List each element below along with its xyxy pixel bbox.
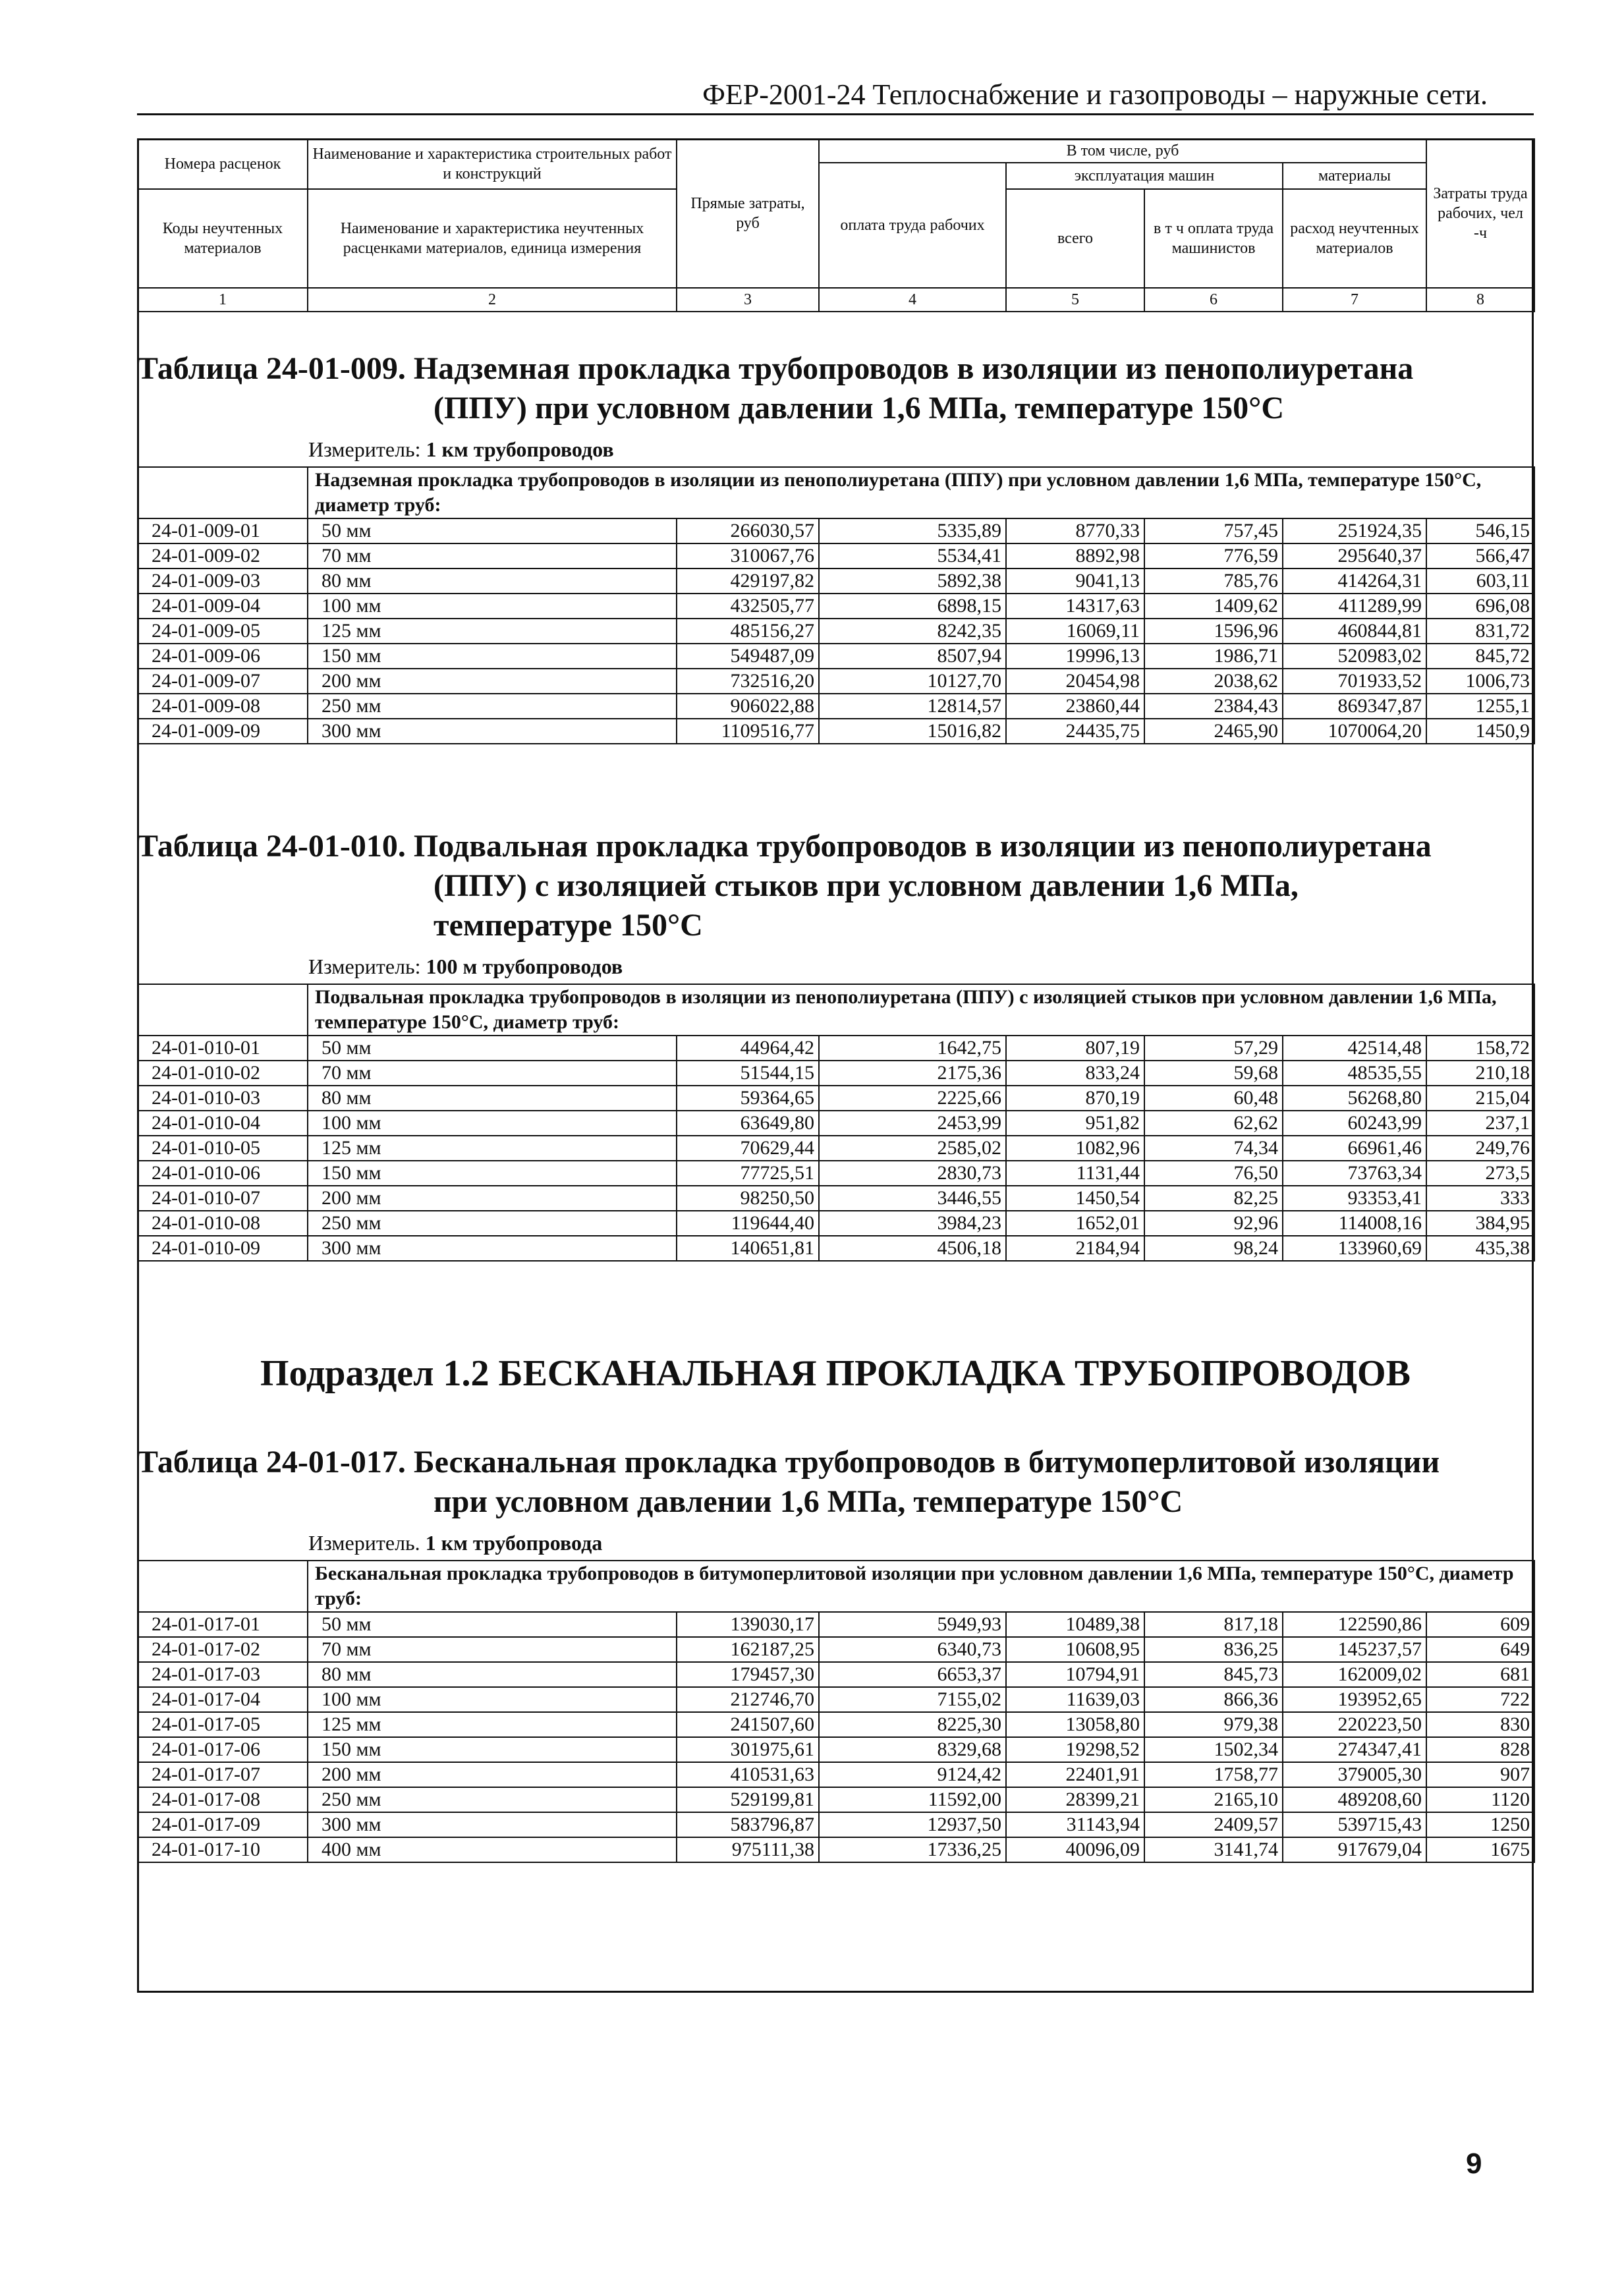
value-cell: 5892,38	[819, 569, 1006, 594]
value-cell: 7155,02	[819, 1687, 1006, 1712]
table-row	[138, 644, 1534, 669]
value-cell: 1409,62	[1144, 594, 1283, 619]
rate-code: 24-01-009-02	[138, 543, 308, 569]
value-cell: 22401,91	[1006, 1762, 1144, 1787]
value-cell: 2409,57	[1144, 1812, 1283, 1837]
value-cell: 251924,35	[1283, 518, 1426, 543]
rate-code: 24-01-009-04	[138, 594, 308, 619]
value-cell: 11639,03	[1006, 1687, 1144, 1712]
value-cell: 295640,37	[1283, 543, 1426, 569]
rate-code: 24-01-009-01	[138, 518, 308, 543]
pipe-diameter: 80 мм	[308, 569, 677, 594]
table-row	[138, 1036, 1534, 1061]
table-section-009	[137, 349, 1534, 744]
value-cell: 2038,62	[1144, 669, 1283, 694]
value-cell: 122590,86	[1283, 1612, 1426, 1637]
value-cell: 220223,50	[1283, 1712, 1426, 1737]
header-col8: Затраты труда рабочих, чел -ч	[1426, 139, 1534, 288]
value-cell: 9041,13	[1006, 569, 1144, 594]
rate-code: 24-01-009-05	[138, 619, 308, 644]
value-cell: 2453,99	[819, 1111, 1006, 1136]
value-cell: 836,25	[1144, 1637, 1283, 1662]
header-col4: оплата труда рабочих	[819, 163, 1006, 288]
value-cell: 866,36	[1144, 1687, 1283, 1712]
value-cell: 92,96	[1144, 1211, 1283, 1236]
value-cell: 917679,04	[1283, 1837, 1426, 1862]
table-row	[138, 669, 1534, 694]
value-cell: 15016,82	[819, 719, 1006, 744]
table-title: Таблица 24-01-009. Надземная прокладка трубопроводов в изоляции из пенополиуретана (ППУ) при условном давлении 1,6 МПа, температуре 150°С	[137, 351, 1414, 426]
value-cell: 1675	[1426, 1837, 1534, 1862]
value-cell: 1070064,20	[1283, 719, 1426, 744]
rate-code: 24-01-010-08	[138, 1211, 308, 1236]
rate-code: 24-01-017-08	[138, 1787, 308, 1812]
pipe-diameter: 125 мм	[308, 1712, 677, 1737]
meter: Измеритель: 1 км трубопроводов	[308, 437, 614, 461]
value-cell: 73763,34	[1283, 1161, 1426, 1186]
value-cell: 77725,51	[677, 1161, 819, 1186]
pipe-diameter: 250 мм	[308, 1787, 677, 1812]
value-cell: 76,50	[1144, 1161, 1283, 1186]
value-cell: 701933,52	[1283, 669, 1426, 694]
rate-code: 24-01-010-06	[138, 1161, 308, 1186]
rate-code: 24-01-010-07	[138, 1186, 308, 1211]
value-cell: 28399,21	[1006, 1787, 1144, 1812]
value-cell: 62,62	[1144, 1111, 1283, 1136]
value-cell: 520983,02	[1283, 644, 1426, 669]
rate-code: 24-01-017-10	[138, 1837, 308, 1862]
table-description: Подвальная прокладка трубопроводов в изоляции из пенополиуретана (ППУ) с изоляцией стыков при условном давлении 1,6 МПа, температуре 150°С, диаметр труб:	[308, 984, 1534, 1036]
value-cell: 379005,30	[1283, 1762, 1426, 1787]
value-cell: 1642,75	[819, 1036, 1006, 1061]
value-cell: 119644,40	[677, 1211, 819, 1236]
pipe-diameter: 300 мм	[308, 1236, 677, 1261]
value-cell: 215,04	[1426, 1086, 1534, 1111]
value-cell: 681	[1426, 1662, 1534, 1687]
page-number: 9	[1466, 2148, 1482, 2180]
value-cell: 583796,87	[677, 1812, 819, 1837]
value-cell: 12814,57	[819, 694, 1006, 719]
value-cell: 907	[1426, 1762, 1534, 1787]
value-cell: 301975,61	[677, 1737, 819, 1762]
value-cell: 8770,33	[1006, 518, 1144, 543]
rate-code: 24-01-017-02	[138, 1637, 308, 1662]
rates-table	[137, 466, 1535, 744]
table-row	[138, 619, 1534, 644]
pipe-diameter: 50 мм	[308, 1036, 677, 1061]
header-group: В том числе, руб	[819, 139, 1426, 163]
table-row	[138, 1662, 1534, 1687]
value-cell: 649	[1426, 1637, 1534, 1662]
value-cell: 179457,30	[677, 1662, 819, 1687]
value-cell: 1596,96	[1144, 619, 1283, 644]
value-cell: 546,15	[1426, 518, 1534, 543]
value-cell: 10794,91	[1006, 1662, 1144, 1687]
value-cell: 1250	[1426, 1812, 1534, 1837]
table-row	[138, 1637, 1534, 1662]
pipe-diameter: 70 мм	[308, 543, 677, 569]
value-cell: 158,72	[1426, 1036, 1534, 1061]
header-rule	[137, 113, 1534, 115]
rate-code: 24-01-009-09	[138, 719, 308, 744]
header-num: 3	[677, 288, 819, 312]
rates-table	[137, 1560, 1535, 1863]
table-description: Надземная прокладка трубопроводов в изоляции из пенополиуретана (ППУ) при условном давлении 1,6 МПа, температуре 150°С, диаметр труб:	[308, 467, 1534, 518]
value-cell: 489208,60	[1283, 1787, 1426, 1812]
value-cell: 273,5	[1426, 1161, 1534, 1186]
value-cell: 145237,57	[1283, 1637, 1426, 1662]
value-cell: 333	[1426, 1186, 1534, 1211]
value-cell: 979,38	[1144, 1712, 1283, 1737]
value-cell: 845,72	[1426, 644, 1534, 669]
value-cell: 869347,87	[1283, 694, 1426, 719]
pipe-diameter: 125 мм	[308, 1136, 677, 1161]
table-section-017	[137, 1443, 1534, 1863]
subsection-title: Подраздел 1.2 БЕСКАНАЛЬНАЯ ПРОКЛАДКА ТРУБОПРОВОДОВ	[260, 1353, 1411, 1394]
pipe-diameter: 80 мм	[308, 1086, 677, 1111]
header-col1-top: Номера расценок	[138, 139, 308, 189]
value-cell: 384,95	[1426, 1211, 1534, 1236]
meter: Измеритель. 1 км трубопровода	[308, 1531, 603, 1555]
header-num: 7	[1283, 288, 1426, 312]
value-cell: 56268,80	[1283, 1086, 1426, 1111]
value-cell: 603,11	[1426, 569, 1534, 594]
pipe-diameter: 100 мм	[308, 1687, 677, 1712]
pipe-diameter: 70 мм	[308, 1061, 677, 1086]
running-head: ФЕР-2001-24 Теплоснабжение и газопроводы – наружные сети.	[702, 78, 1488, 111]
pipe-diameter: 250 мм	[308, 694, 677, 719]
value-cell: 6898,15	[819, 594, 1006, 619]
value-cell: 133960,69	[1283, 1236, 1426, 1261]
value-cell: 1450,9	[1426, 719, 1534, 744]
value-cell: 162187,25	[677, 1637, 819, 1662]
value-cell: 1450,54	[1006, 1186, 1144, 1211]
value-cell: 8242,35	[819, 619, 1006, 644]
value-cell: 410531,63	[677, 1762, 819, 1787]
pipe-diameter: 70 мм	[308, 1637, 677, 1662]
value-cell: 2384,43	[1144, 694, 1283, 719]
value-cell: 2175,36	[819, 1061, 1006, 1086]
value-cell: 8892,98	[1006, 543, 1144, 569]
value-cell: 757,45	[1144, 518, 1283, 543]
value-cell: 696,08	[1426, 594, 1534, 619]
value-cell: 3984,23	[819, 1211, 1006, 1236]
value-cell: 4506,18	[819, 1236, 1006, 1261]
table-row	[138, 1086, 1534, 1111]
table-row	[138, 1161, 1534, 1186]
table-row	[138, 1136, 1534, 1161]
rate-code: 24-01-009-07	[138, 669, 308, 694]
value-cell: 59,68	[1144, 1061, 1283, 1086]
pipe-diameter: 50 мм	[308, 1612, 677, 1637]
header-materials: материалы	[1283, 163, 1426, 189]
pipe-diameter: 300 мм	[308, 719, 677, 744]
pipe-diameter: 150 мм	[308, 644, 677, 669]
value-cell: 845,73	[1144, 1662, 1283, 1687]
pipe-diameter: 150 мм	[308, 1161, 677, 1186]
pipe-diameter: 200 мм	[308, 1762, 677, 1787]
value-cell: 529199,81	[677, 1787, 819, 1812]
table-row	[138, 1612, 1534, 1637]
value-cell: 460844,81	[1283, 619, 1426, 644]
value-cell: 210,18	[1426, 1061, 1534, 1086]
value-cell: 1652,01	[1006, 1211, 1144, 1236]
rate-code: 24-01-017-05	[138, 1712, 308, 1737]
rate-code: 24-01-010-04	[138, 1111, 308, 1136]
value-cell: 31143,94	[1006, 1812, 1144, 1837]
table-row	[138, 1061, 1534, 1086]
value-cell: 59364,65	[677, 1086, 819, 1111]
rate-code: 24-01-017-09	[138, 1812, 308, 1837]
value-cell: 8507,94	[819, 644, 1006, 669]
value-cell: 2184,94	[1006, 1236, 1144, 1261]
value-cell: 831,72	[1426, 619, 1534, 644]
value-cell: 44964,42	[677, 1036, 819, 1061]
value-cell: 3446,55	[819, 1186, 1006, 1211]
value-cell: 16069,11	[1006, 619, 1144, 644]
value-cell: 51544,15	[677, 1061, 819, 1086]
table-row	[138, 1211, 1534, 1236]
value-cell: 310067,76	[677, 543, 819, 569]
rate-code: 24-01-009-08	[138, 694, 308, 719]
table-row	[138, 1737, 1534, 1762]
pipe-diameter: 100 мм	[308, 1111, 677, 1136]
header-num: 4	[819, 288, 1006, 312]
header-col5: всего	[1006, 189, 1144, 288]
value-cell: 93353,41	[1283, 1186, 1426, 1211]
value-cell: 2585,02	[819, 1136, 1006, 1161]
table-row	[138, 1812, 1534, 1837]
value-cell: 2465,90	[1144, 719, 1283, 744]
value-cell: 1502,34	[1144, 1737, 1283, 1762]
value-cell: 1986,71	[1144, 644, 1283, 669]
header-num: 8	[1426, 288, 1534, 312]
value-cell: 6653,37	[819, 1662, 1006, 1687]
pipe-diameter: 100 мм	[308, 594, 677, 619]
pipe-diameter: 80 мм	[308, 1662, 677, 1687]
value-cell: 82,25	[1144, 1186, 1283, 1211]
value-cell: 98,24	[1144, 1236, 1283, 1261]
value-cell: 566,47	[1426, 543, 1534, 569]
pipe-diameter: 300 мм	[308, 1812, 677, 1837]
value-cell: 785,76	[1144, 569, 1283, 594]
header-col2-bottom: Наименование и характеристика неучтенных расценками материалов, единица измерения	[308, 189, 677, 288]
value-cell: 870,19	[1006, 1086, 1144, 1111]
table-row	[138, 694, 1534, 719]
column-header-table	[137, 138, 1535, 312]
value-cell: 8225,30	[819, 1712, 1006, 1737]
header-col7: расход неучтенных материалов	[1283, 189, 1426, 288]
value-cell: 1120	[1426, 1787, 1534, 1812]
value-cell: 1006,73	[1426, 669, 1534, 694]
table-row	[138, 1787, 1534, 1812]
value-cell: 63649,80	[677, 1111, 819, 1136]
value-cell: 237,1	[1426, 1111, 1534, 1136]
value-cell: 139030,17	[677, 1612, 819, 1637]
value-cell: 42514,48	[1283, 1036, 1426, 1061]
value-cell: 12937,50	[819, 1812, 1006, 1837]
value-cell: 1082,96	[1006, 1136, 1144, 1161]
value-cell: 60,48	[1144, 1086, 1283, 1111]
value-cell: 10127,70	[819, 669, 1006, 694]
table-row	[138, 1762, 1534, 1787]
table-row	[138, 719, 1534, 744]
rate-code: 24-01-017-07	[138, 1762, 308, 1787]
value-cell: 432505,77	[677, 594, 819, 619]
value-cell: 549487,09	[677, 644, 819, 669]
rate-code: 24-01-017-01	[138, 1612, 308, 1637]
table-row	[138, 594, 1534, 619]
table-description: Бесканальная прокладка трубопроводов в битумоперлитовой изоляции при условном давлении 1,6 МПа, температуре 150°С, диаметр труб:	[308, 1561, 1534, 1612]
value-cell: 1758,77	[1144, 1762, 1283, 1787]
header-col6: в т ч оплата труда машинистов	[1144, 189, 1283, 288]
value-cell: 70629,44	[677, 1136, 819, 1161]
value-cell: 539715,43	[1283, 1812, 1426, 1837]
value-cell: 114008,16	[1283, 1211, 1426, 1236]
value-cell: 975111,38	[677, 1837, 819, 1862]
value-cell: 57,29	[1144, 1036, 1283, 1061]
rate-code: 24-01-010-01	[138, 1036, 308, 1061]
table-section-010	[137, 827, 1534, 1262]
value-cell: 951,82	[1006, 1111, 1144, 1136]
pipe-diameter: 250 мм	[308, 1211, 677, 1236]
table-title: Таблица 24-01-017. Бесканальная прокладка трубопроводов в битумоперлитовой изоляции при условном давлении 1,6 МПа, температуре 150°С	[137, 1445, 1440, 1519]
header-num: 6	[1144, 288, 1283, 312]
value-cell: 6340,73	[819, 1637, 1006, 1662]
value-cell: 48535,55	[1283, 1061, 1426, 1086]
value-cell: 5335,89	[819, 518, 1006, 543]
value-cell: 1255,1	[1426, 694, 1534, 719]
table-row	[138, 543, 1534, 569]
value-cell: 23860,44	[1006, 694, 1144, 719]
value-cell: 8329,68	[819, 1737, 1006, 1762]
pipe-diameter: 50 мм	[308, 518, 677, 543]
header-col3: Прямые затраты, руб	[677, 139, 819, 288]
value-cell: 732516,20	[677, 669, 819, 694]
table-row	[138, 1111, 1534, 1136]
value-cell: 833,24	[1006, 1061, 1144, 1086]
value-cell: 828	[1426, 1737, 1534, 1762]
value-cell: 19298,52	[1006, 1737, 1144, 1762]
rate-code: 24-01-010-02	[138, 1061, 308, 1086]
value-cell: 3141,74	[1144, 1837, 1283, 1862]
value-cell: 817,18	[1144, 1612, 1283, 1637]
value-cell: 19996,13	[1006, 644, 1144, 669]
value-cell: 60243,99	[1283, 1111, 1426, 1136]
value-cell: 24435,75	[1006, 719, 1144, 744]
value-cell: 5534,41	[819, 543, 1006, 569]
rate-code: 24-01-017-06	[138, 1737, 308, 1762]
pipe-diameter: 150 мм	[308, 1737, 677, 1762]
value-cell: 249,76	[1426, 1136, 1534, 1161]
value-cell: 14317,63	[1006, 594, 1144, 619]
value-cell: 807,19	[1006, 1036, 1144, 1061]
meter: Измеритель: 100 м трубопроводов	[308, 955, 623, 978]
rate-code: 24-01-010-03	[138, 1086, 308, 1111]
value-cell: 162009,02	[1283, 1662, 1426, 1687]
table-row	[138, 569, 1534, 594]
value-cell: 241507,60	[677, 1712, 819, 1737]
value-cell: 40096,09	[1006, 1837, 1144, 1862]
rate-code: 24-01-010-05	[138, 1136, 308, 1161]
value-cell: 13058,80	[1006, 1712, 1144, 1737]
value-cell: 10489,38	[1006, 1612, 1144, 1637]
value-cell: 98250,50	[677, 1186, 819, 1211]
header-machines: эксплуатация машин	[1006, 163, 1283, 189]
value-cell: 274347,41	[1283, 1737, 1426, 1762]
value-cell: 2830,73	[819, 1161, 1006, 1186]
pipe-diameter: 200 мм	[308, 669, 677, 694]
value-cell: 212746,70	[677, 1687, 819, 1712]
value-cell: 5949,93	[819, 1612, 1006, 1637]
value-cell: 906022,88	[677, 694, 819, 719]
table-row	[138, 518, 1534, 543]
value-cell: 722	[1426, 1687, 1534, 1712]
value-cell: 2165,10	[1144, 1787, 1283, 1812]
value-cell: 485156,27	[677, 619, 819, 644]
value-cell: 66961,46	[1283, 1136, 1426, 1161]
header-num: 1	[138, 288, 308, 312]
header-col2-top: Наименование и характеристика строительных работ и конструкций	[308, 139, 677, 189]
value-cell: 830	[1426, 1712, 1534, 1737]
value-cell: 17336,25	[819, 1837, 1006, 1862]
value-cell: 429197,82	[677, 569, 819, 594]
rate-code: 24-01-009-03	[138, 569, 308, 594]
value-cell: 411289,99	[1283, 594, 1426, 619]
value-cell: 609	[1426, 1612, 1534, 1637]
table-row	[138, 1687, 1534, 1712]
value-cell: 414264,31	[1283, 569, 1426, 594]
pipe-diameter: 400 мм	[308, 1837, 677, 1862]
value-cell: 74,34	[1144, 1136, 1283, 1161]
header-num: 5	[1006, 288, 1144, 312]
value-cell: 140651,81	[677, 1236, 819, 1261]
value-cell: 10608,95	[1006, 1637, 1144, 1662]
header-col1-bottom: Коды неучтенных материалов	[138, 189, 308, 288]
value-cell: 2225,66	[819, 1086, 1006, 1111]
value-cell: 193952,65	[1283, 1687, 1426, 1712]
header-num: 2	[308, 288, 677, 312]
value-cell: 435,38	[1426, 1236, 1534, 1261]
table-row	[138, 1712, 1534, 1737]
table-row	[138, 1186, 1534, 1211]
rate-code: 24-01-017-04	[138, 1687, 308, 1712]
pipe-diameter: 125 мм	[308, 619, 677, 644]
rate-code: 24-01-010-09	[138, 1236, 308, 1261]
table-row	[138, 1236, 1534, 1261]
value-cell: 1131,44	[1006, 1161, 1144, 1186]
rate-code: 24-01-009-06	[138, 644, 308, 669]
pipe-diameter: 200 мм	[308, 1186, 677, 1211]
table-row	[138, 1837, 1534, 1862]
value-cell: 9124,42	[819, 1762, 1006, 1787]
rate-code: 24-01-017-03	[138, 1662, 308, 1687]
value-cell: 11592,00	[819, 1787, 1006, 1812]
rates-table	[137, 984, 1535, 1262]
table-title: Таблица 24-01-010. Подвальная прокладка трубопроводов в изоляции из пенополиуретана (ППУ) с изоляцией стыков при условном давлении 1,6 МПа, температуре 150°С	[137, 829, 1432, 943]
value-cell: 776,59	[1144, 543, 1283, 569]
value-cell: 20454,98	[1006, 669, 1144, 694]
value-cell: 266030,57	[677, 518, 819, 543]
value-cell: 1109516,77	[677, 719, 819, 744]
